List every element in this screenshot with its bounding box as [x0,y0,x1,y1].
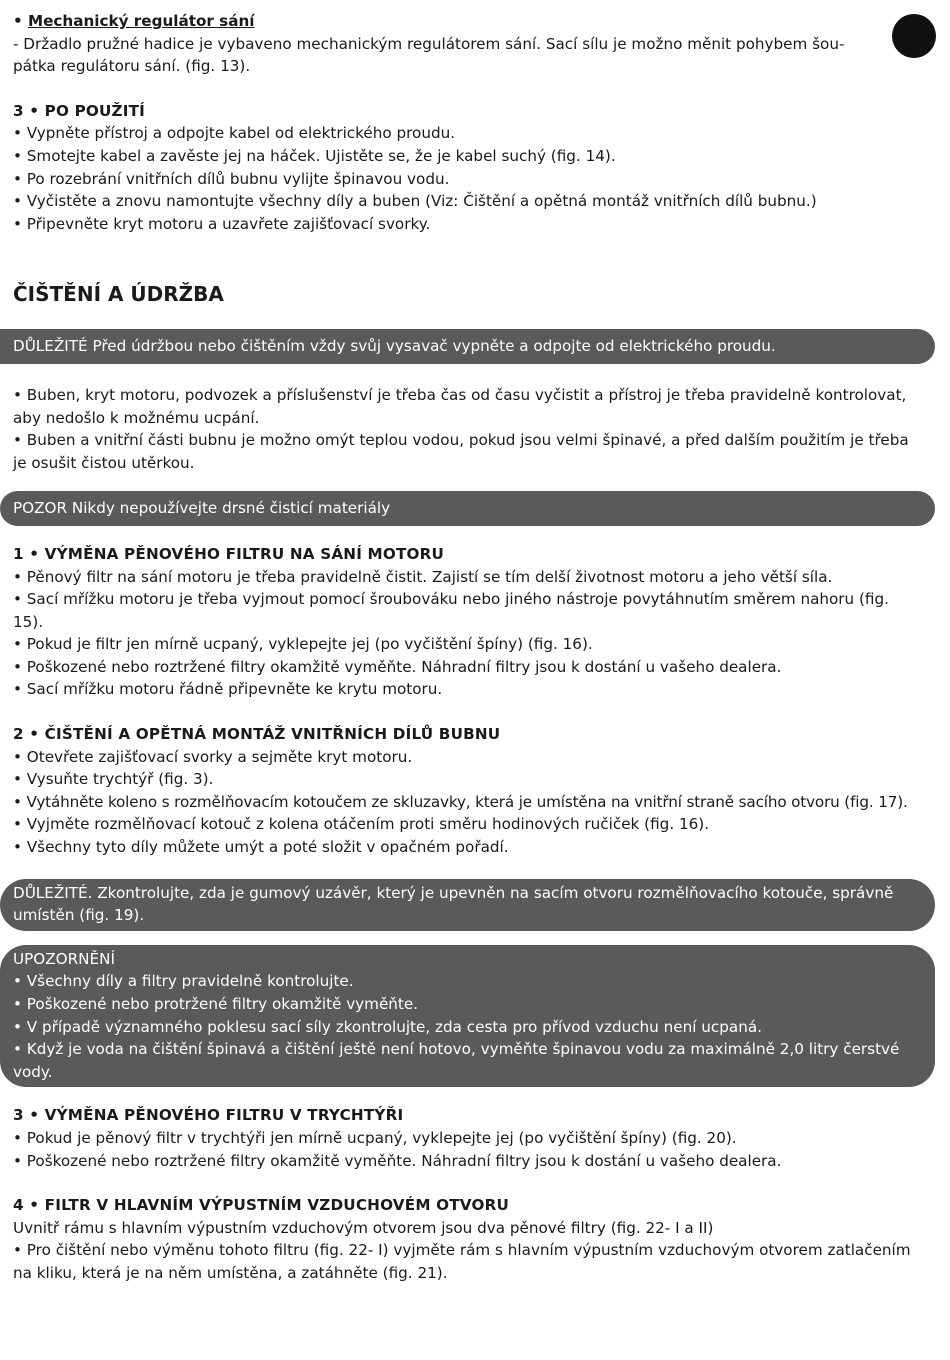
section-1-item: • Pokud je filtr jen mírně ucpaný, vyklepejte jej (po vyčištění špíny) (fig. 16). [13,635,593,654]
warning-item: • Všechny díly a filtry pravidelně kontrolujte. [13,972,354,991]
section-2-item: • Otevřete zajišťovací svorky a sejměte kryt motoru. [13,747,413,766]
section-2-item: • Vyjměte rozmělňovací kotouč z kolena otáčením proti směru hodinových ručiček (fig. 16). [13,815,710,834]
section-2-item: • Vysuňte trychtýř (fig. 3). [13,770,214,789]
warning-title: UPOZORNĚNÍ [13,949,115,968]
warning-item: • Když je voda na čištění špinavá a čištění ještě není hotovo, vyměňte špinavou vodu za maximálně 2,0 litry čerstvé [13,1040,900,1059]
section-1-item: • Pěnový filtr na sání motoru je třeba pravidelně čistit. Zajistí se tím delší životnost motoru a jeho větší síla. [13,567,833,586]
cleaning-paragraph-line: aby nedošlo k možnému ucpání. [13,408,260,427]
warning-item: vody. [13,1062,53,1081]
section-1-item: • Sací mřížku motoru je třeba vyjmout pomocí šroubováku nebo jiného nástroje povytáhnutím směrem nahoru (fig. [13,590,889,609]
section-1-item: • Sací mřížku motoru řádně připevněte ke krytu motoru. [13,680,443,699]
caution-note-text: POZOR Nikdy nepoužívejte drsné čisticí materiály [13,499,391,518]
important-check-text: umístěn (fig. 19). [13,906,145,925]
regulator-text-2: pátka regulátoru sání. (fig. 13). [13,57,251,76]
regulator-title-line [13,10,935,33]
warning-item: • V případě významného poklesu sací síly zkontrolujte, zda cesta pro přívod vzduchu není ucpaná. [13,1017,762,1036]
important-note-box [0,329,935,364]
cleaning-paragraph-line: je osušit čistou utěrkou. [13,453,195,472]
section-3-item: • Poškozené nebo roztržené filtry okamžitě vyměňte. Náhradní filtry jsou k dostání u vašeho dealera. [13,1151,782,1170]
after-use-heading: 3 • PO POUŽITÍ [13,101,146,120]
important-check-box [0,879,935,931]
cleaning-paragraph-line: • Buben a vnitřní části bubnu je možno omýt teplou vodou, pokud jsou velmi špinavé, a před dalším použitím je třeba [13,431,909,450]
section-4-heading: 4 • FILTR V HLAVNÍM VÝPUSTNÍM VZDUCHOVÉM OTVORU [13,1196,510,1215]
regulator-text-1: - Držadlo pružné hadice je vybaveno mechanickým regulátorem sání. Sací sílu je možno měnit pohybem šou- [13,34,845,53]
section-2-item: • Všechny tyto díly můžete umýt a poté složit v opačném pořadí. [13,838,509,857]
section-3-heading: 3 • VÝMĚNA PĚNOVÉHO FILTRU V TRYCHTÝŘI [13,1106,404,1125]
after-use-item: • Připevněte kryt motoru a uzavřete zajišťovací svorky. [13,214,431,233]
section-title: ČIŠTĚNÍ A ÚDRŽBA [13,282,224,307]
important-note-text: DŮLEŽITÉ Před údržbou nebo čištěním vždy svůj vysavač vypněte a odpojte od elektrického proudu. [13,337,776,356]
document-page [13,10,935,1285]
warning-item: • Poškozené nebo protržené filtry okamžitě vyměňte. [13,995,419,1013]
cleaning-paragraph-line: • Buben, kryt motoru, podvozek a příslušenství je třeba čas od času vyčistit a přístroj je třeba pravidelně kontrolovat, [13,385,907,404]
section-1-item: 15). [13,612,44,631]
after-use-item: • Smotejte kabel a zavěste jej na háček. Ujistěte se, že je kabel suchý (fig. 14). [13,146,616,165]
section-2-item: • Vytáhněte koleno s rozmělňovacím kotoučem ze skluzavky, která je umístěna na vnitřní straně sacího otvoru (fig. 17). [13,792,908,811]
section-3-item: • Pokud je pěnový filtr v trychtýři jen mírně ucpaný, vyklepejte jej (po vyčištění špíny) (fig. 20). [13,1128,737,1147]
after-use-item: • Vypněte přístroj a odpojte kabel od elektrického proudu. [13,124,456,143]
regulator-title: Mechanický regulátor sání [28,12,255,30]
section-1-item: • Poškozené nebo roztržené filtry okamžitě vyměňte. Náhradní filtry jsou k dostání u vašeho dealera. [13,657,782,676]
after-use-item: • Vyčistěte a znovu namontujte všechny díly a buben (Viz: Čištění a opětná montáž vnitřních dílů bubnu.) [13,192,817,211]
warning-box [0,945,935,1088]
important-check-text: DŮLEŽITÉ. Zkontrolujte, zda je gumový uzávěr, který je upevněn na sacím otvoru rozmělňovacího kotouče, správně [13,883,894,902]
after-use-item: • Po rozebrání vnitřních dílů bubnu vylijte špinavou vodu. [13,169,450,188]
section-2-heading: 2 • ČIŠTĚNÍ A OPĚTNÁ MONTÁŽ VNITŘNÍCH DÍLŮ BUBNU [13,725,501,744]
section-4-item: Uvnitř rámu s hlavním výpustním vzduchovým otvorem jsou dva pěnové filtry (fig. 22- I a II) [13,1218,714,1237]
section-4-item: na kliku, která je na něm umístěna, a zatáhněte (fig. 21). [13,1263,448,1282]
section-1-heading: 1 • VÝMĚNA PĚNOVÉHO FILTRU NA SÁNÍ MOTORU [13,544,445,563]
section-4-item: • Pro čištění nebo výměnu tohoto filtru (fig. 22- I) vyjměte rám s hlavním výpustním vzduchovým otvorem zatlačením [13,1241,911,1260]
regulator-title-bullet: • [13,12,28,30]
caution-note-box [0,491,935,526]
